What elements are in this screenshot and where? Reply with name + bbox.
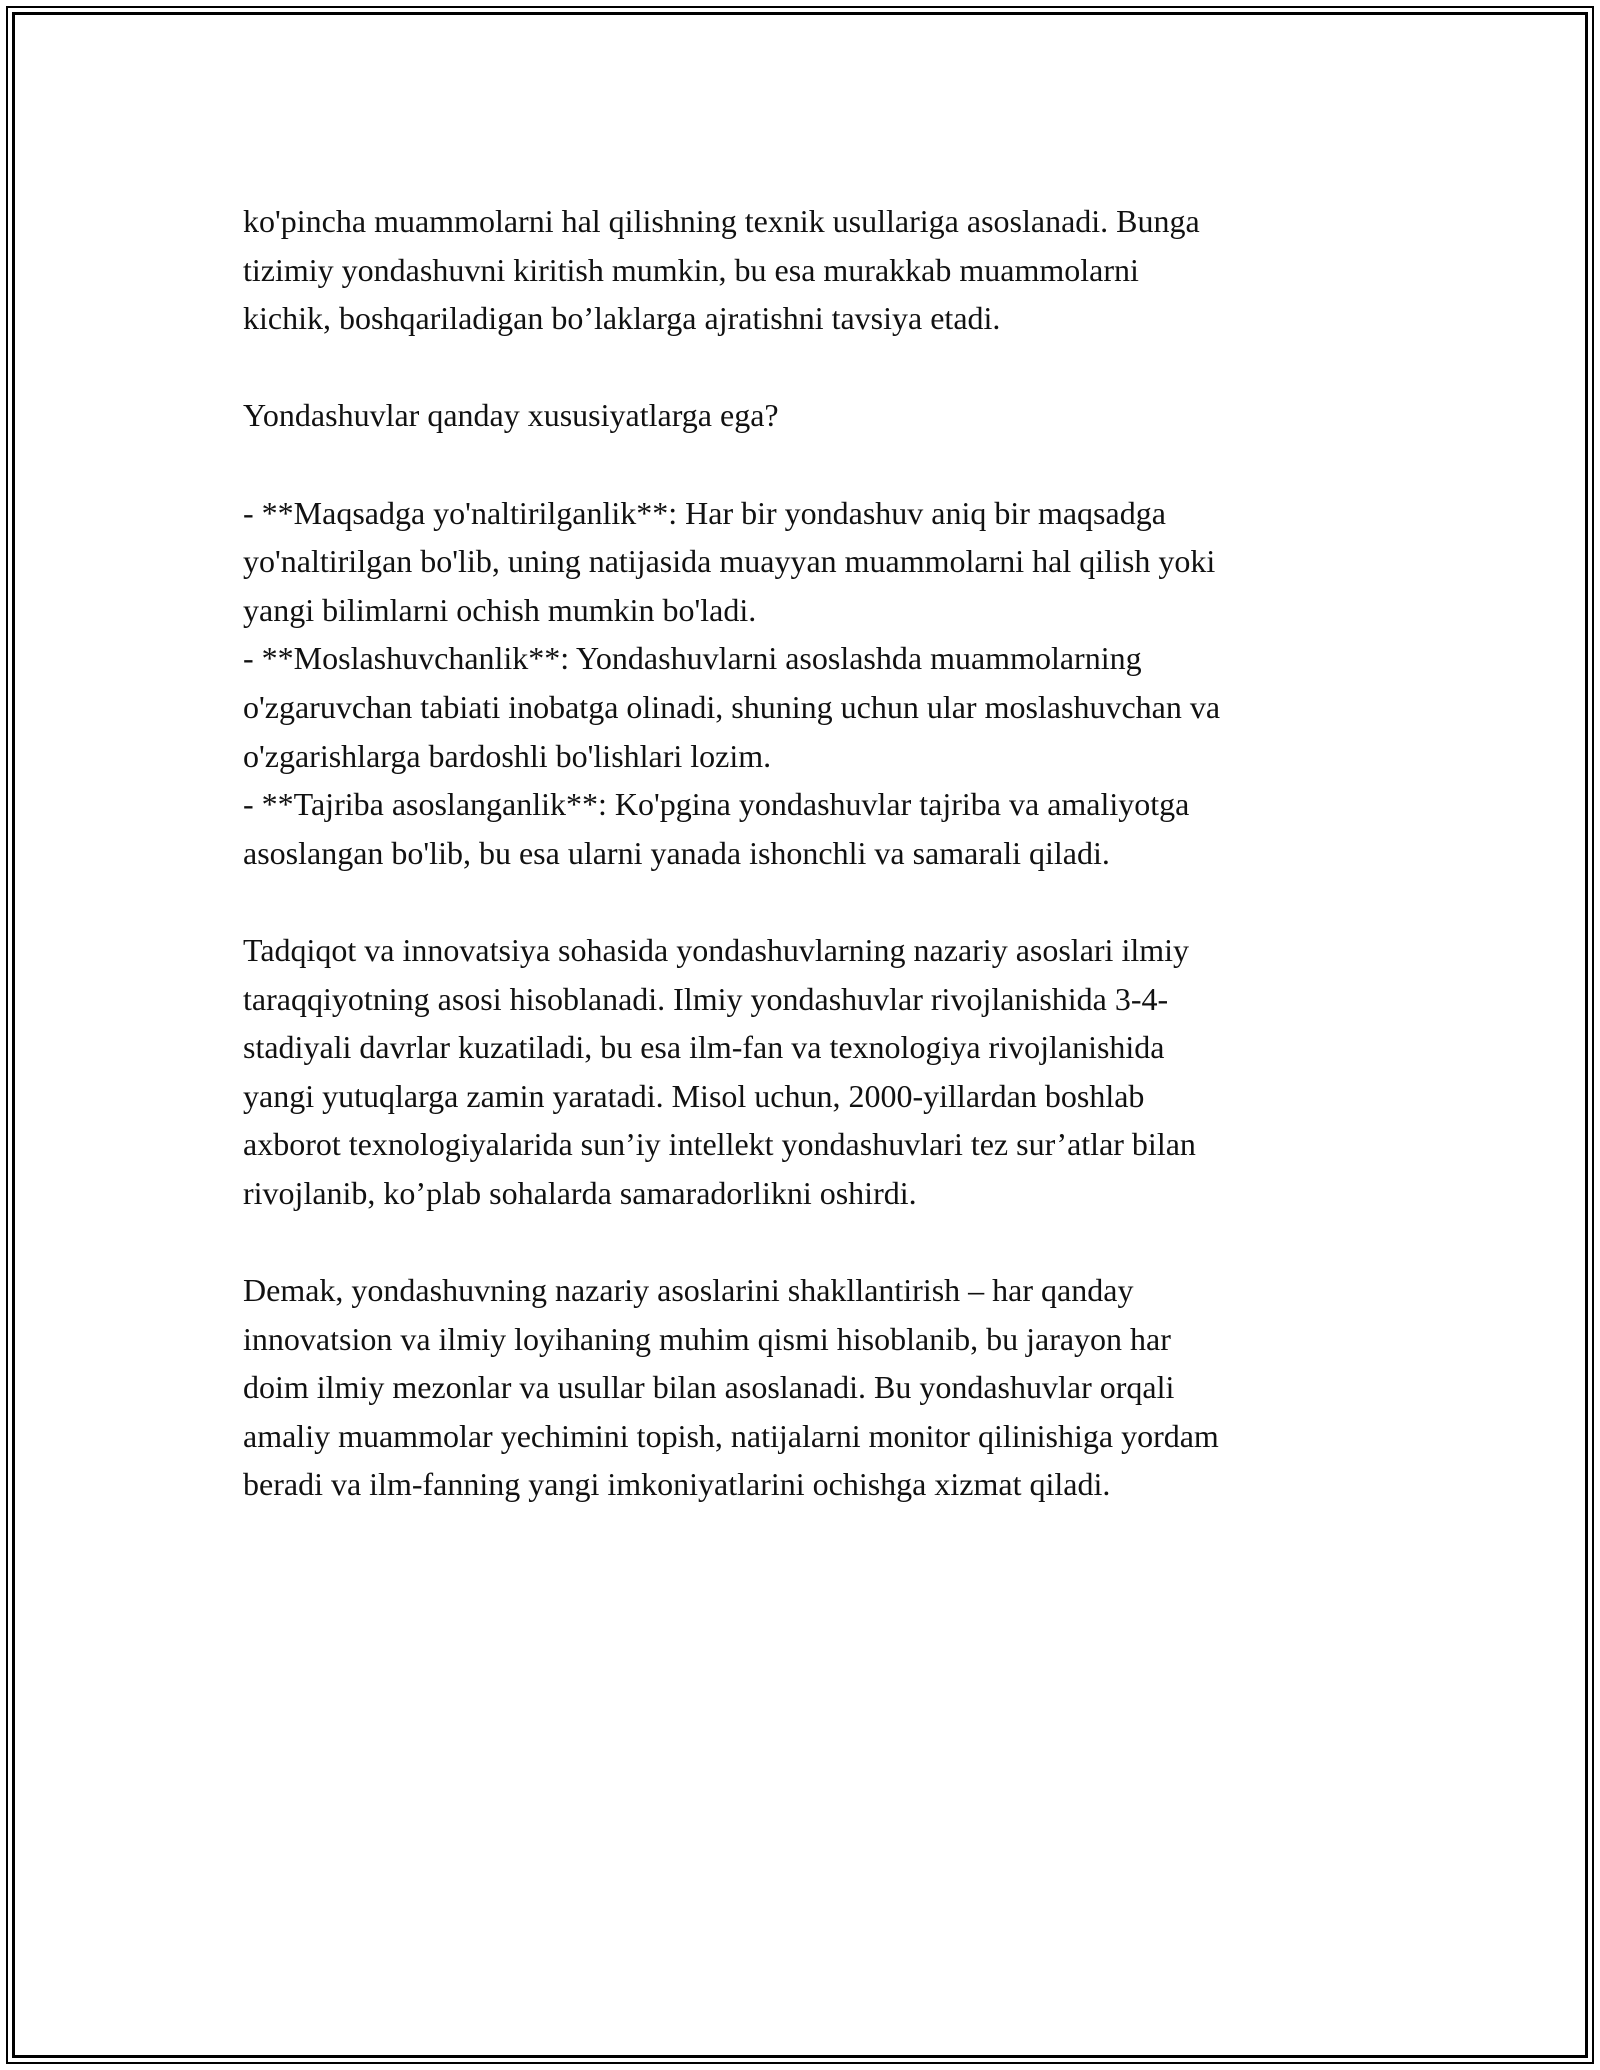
paragraph-gap bbox=[243, 343, 1383, 392]
research-paragraph: Tadqiqot va innovatsiya sohasida yondashuvlarning nazariy asoslari ilmiy taraqqiyotning asosi hisoblanadi. Ilmiy yondashuvlar rivojlanishida 3-4- stadiyali davrlar kuzatiladi, bu esa ilm-fan va texnologiya rivojlanishida yangi yutuqlarga zamin yaratadi. Misol uchun, 2000-yillardan boshlab axborot texnologiyalarida sun’iy intellekt yondashuvlari tez sur’atlar bilan rivojlanib, ko’plab sohalarda samaradorlikni oshirdi. bbox=[243, 931, 1196, 1211]
intro-paragraph: ko'pincha muammolarni hal qilishning texnik usullariga asoslanadi. Bunga tizimiy yondashuvni kiritish mumkin, bu esa murakkab muammolarni kichik, boshqariladigan bo’laklarga ajratishni tavsiya etadi. bbox=[243, 203, 1200, 337]
paragraph-gap bbox=[243, 877, 1383, 926]
feature-item-experience: - **Tajriba asoslanganlik**: Ko'pgina yondashuvlar tajriba va amaliyotga asoslangan bo'lib, bu esa ularni yanada ishonchli va samarali qiladi. bbox=[243, 786, 1190, 871]
feature-item-flexibility: - **Moslashuvchanlik**: Yondashuvlarni asoslashda muammolarning o'zgaruvchan tabiati inobatga olinadi, shuning uchun ular moslashuvchan va o'zgarishlarga bardoshli bo'lishlari lozim. bbox=[243, 640, 1221, 774]
page-border bbox=[6, 6, 1594, 2064]
conclusion-paragraph: Demak, yondashuvning nazariy asoslarini shakllantirish – har qanday innovatsion va ilmiy loyihaning muhim qismi hisoblanib, bu jarayon har doim ilmiy mezonlar va usullar bilan asoslanadi. Bu yondashuvlar orqali amaliy muammolar yechimini topish, natijalarni monitor qilinishiga yordam beradi va ilm-fanning yangi imkoniyatlarini ochishga xizmat qiladi. bbox=[243, 1272, 1219, 1503]
question-heading: Yondashuvlar qanday xususiyatlarga ega? bbox=[243, 397, 779, 434]
paragraph-gap bbox=[243, 440, 1383, 489]
paragraph-gap bbox=[243, 1217, 1383, 1266]
feature-item-goal: - **Maqsadga yo'naltirilganlik**: Har bir yondashuv aniq bir maqsadga yo'naltirilgan bo'lib, uning natijasida muayyan muammolarni hal qilish yoki yangi bilimlarni ochish mumkin bo'ladi. bbox=[243, 494, 1216, 628]
document-body bbox=[243, 197, 1383, 1509]
